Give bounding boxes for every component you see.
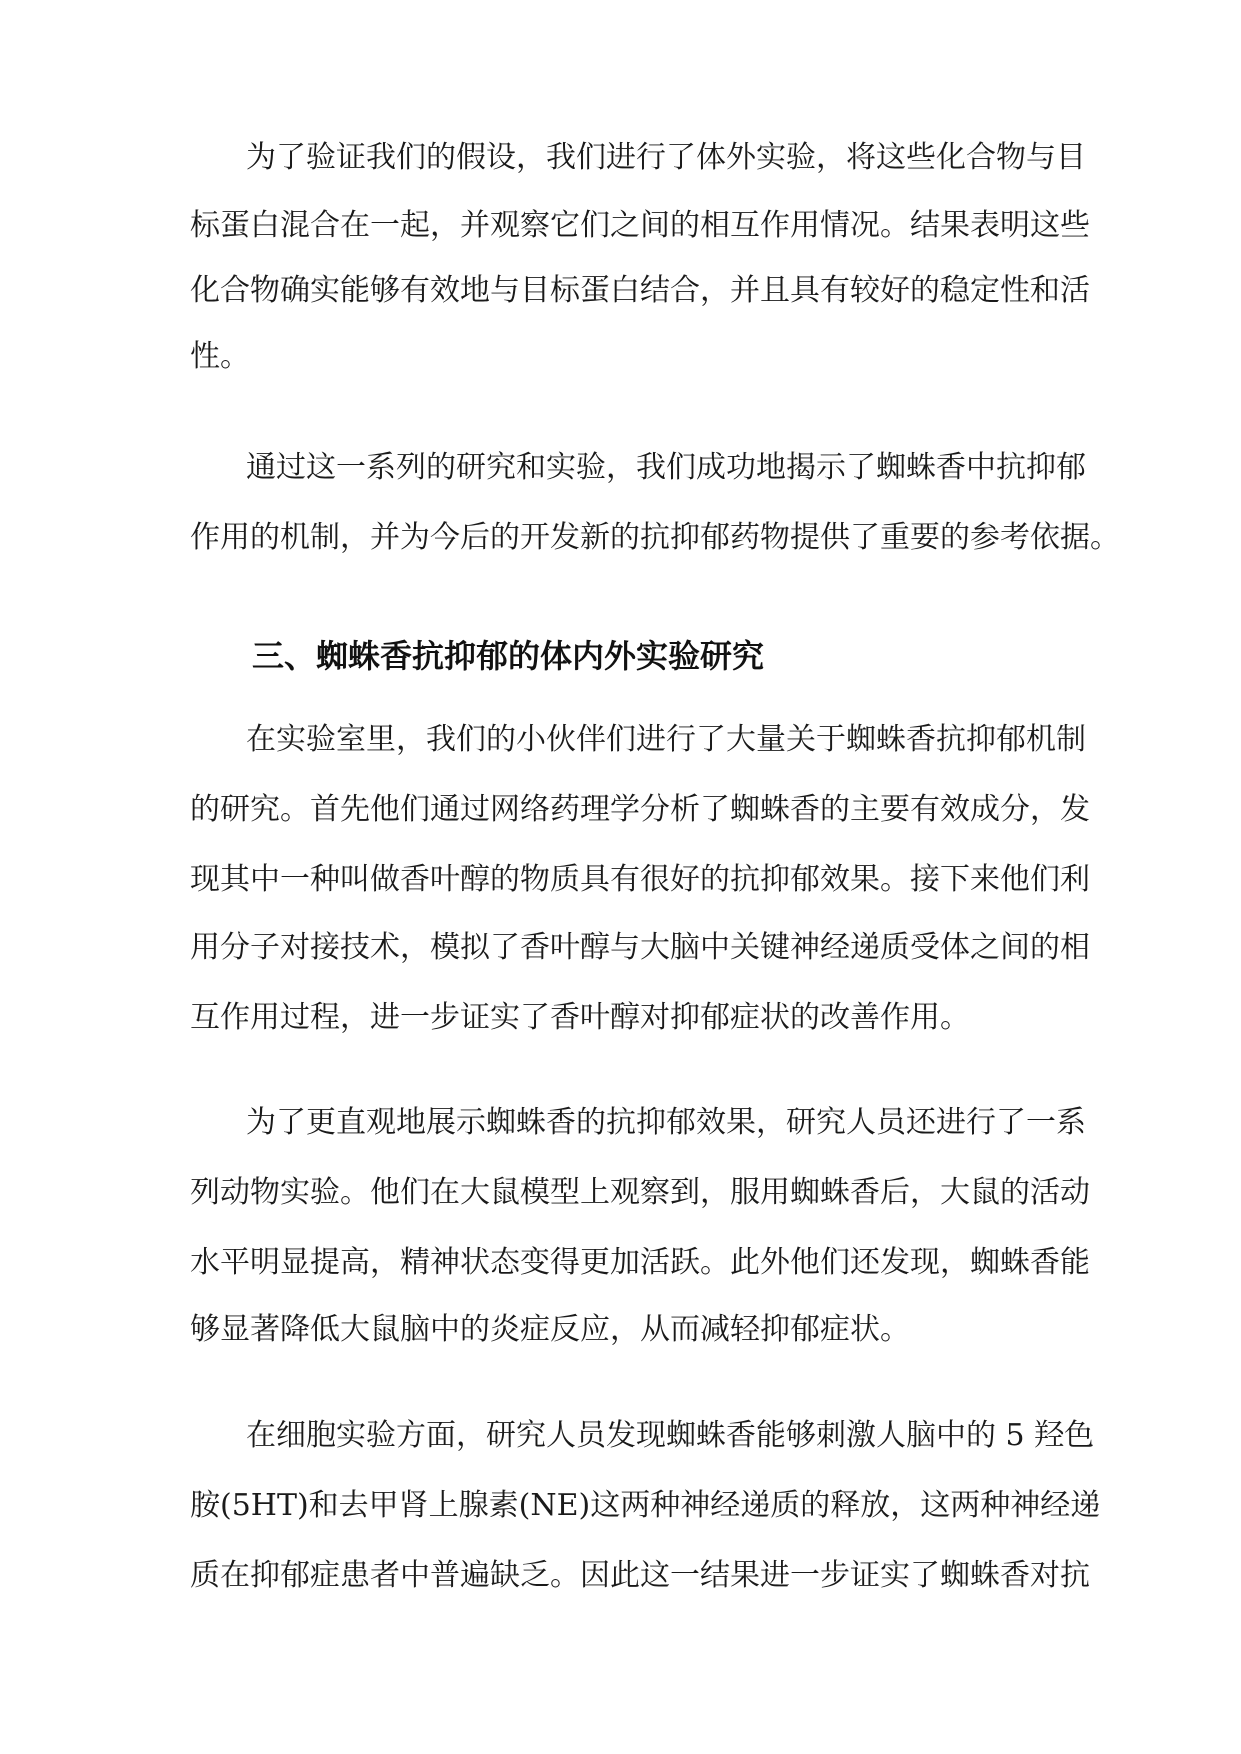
section-paragraph-1-line-2: 的研究。首先他们通过网络药理学分析了蜘蛛香的主要有效成分，发	[190, 792, 1090, 827]
paragraph-2-line-2: 作用的机制，并为今后的开发新的抗抑郁药物提供了重要的参考依据。	[190, 520, 1120, 555]
paragraph-1-line-3: 化合物确实能够有效地与目标蛋白结合，并且具有较好的稳定性和活	[190, 273, 1090, 308]
paragraph-1-line-4: 性。	[190, 339, 250, 374]
paragraph-1-line-2: 标蛋白混合在一起，并观察它们之间的相互作用情况。结果表明这些	[190, 208, 1090, 243]
section-paragraph-3-line-3: 质在抑郁症患者中普遍缺乏。因此这一结果进一步证实了蜘蛛香对抗	[190, 1558, 1090, 1593]
section-paragraph-3-line-2: 胺(5HT)和去甲肾上腺素(NE)这两种神经递质的释放，这两种神经递	[190, 1488, 1101, 1523]
section-paragraph-1-line-3: 现其中一种叫做香叶醇的物质具有很好的抗抑郁效果。接下来他们利	[190, 862, 1090, 897]
section-paragraph-1-line-5: 互作用过程，进一步证实了香叶醇对抑郁症状的改善作用。	[190, 1000, 970, 1035]
paragraph-2-line-1: 通过这一系列的研究和实验，我们成功地揭示了蜘蛛香中抗抑郁	[246, 450, 1086, 485]
section-paragraph-2-line-3: 水平明显提高，精神状态变得更加活跃。此外他们还发现，蜘蛛香能	[190, 1245, 1090, 1280]
section-paragraph-2-line-2: 列动物实验。他们在大鼠模型上观察到，服用蜘蛛香后，大鼠的活动	[190, 1175, 1090, 1210]
paragraph-1-line-1: 为了验证我们的假设，我们进行了体外实验，将这些化合物与目	[246, 140, 1086, 175]
section-paragraph-3-line-1: 在细胞实验方面，研究人员发现蜘蛛香能够刺激人脑中的 5 羟色	[246, 1418, 1095, 1453]
section-paragraph-1-line-4: 用分子对接技术，模拟了香叶醇与大脑中关键神经递质受体之间的相	[190, 930, 1090, 965]
section-paragraph-1-line-1: 在实验室里，我们的小伙伴们进行了大量关于蜘蛛香抗抑郁机制	[246, 722, 1086, 757]
section-heading: 三、蜘蛛香抗抑郁的体内外实验研究	[252, 637, 765, 675]
section-paragraph-2-line-4: 够显著降低大鼠脑中的炎症反应，从而减轻抑郁症状。	[190, 1312, 910, 1347]
section-paragraph-2-line-1: 为了更直观地展示蜘蛛香的抗抑郁效果，研究人员还进行了一系	[246, 1105, 1086, 1140]
